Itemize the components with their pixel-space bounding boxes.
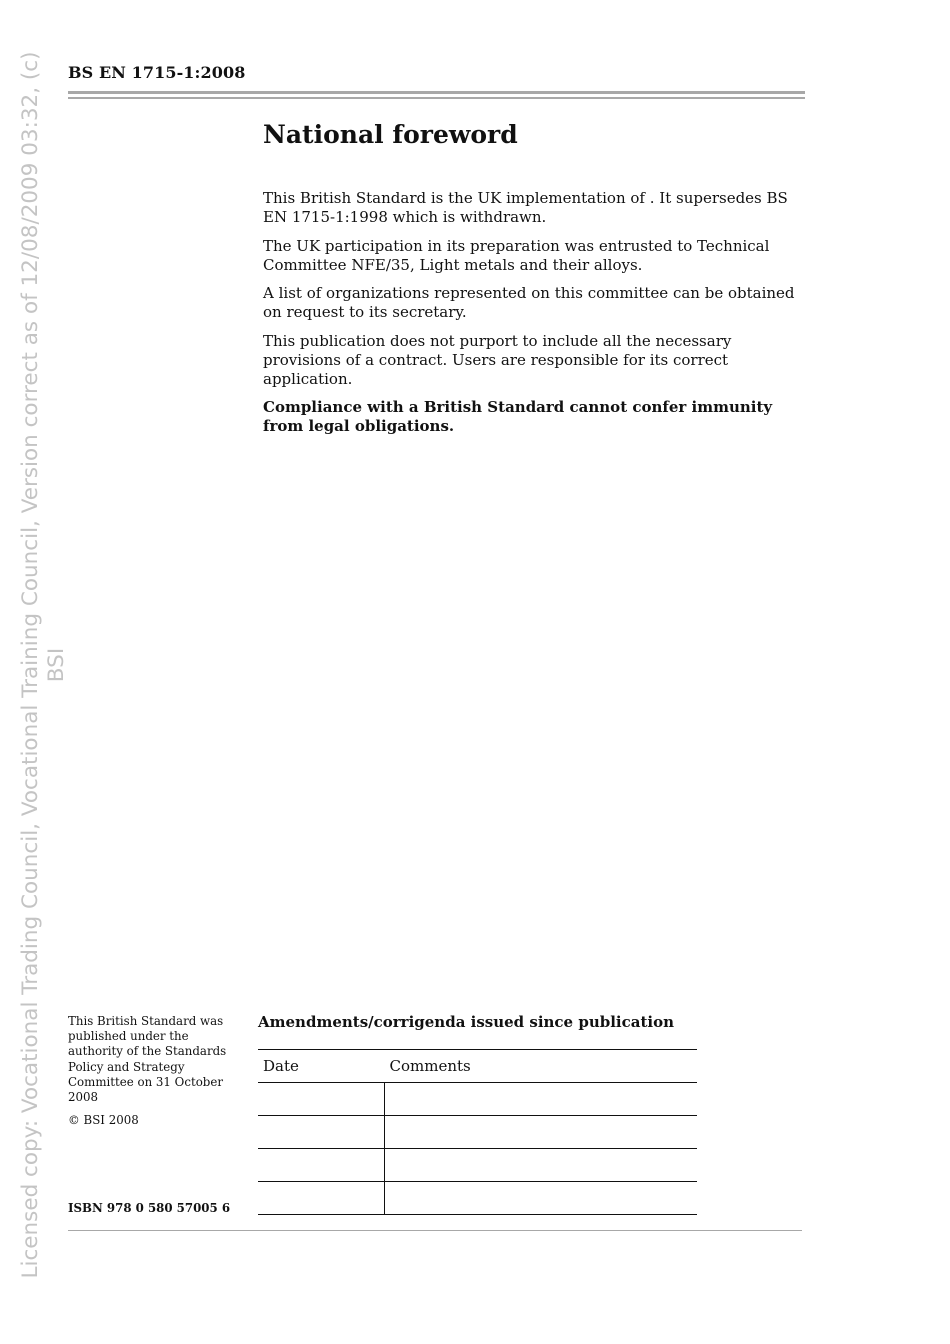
table-header-row [258,1050,697,1083]
document-id: BS EN 1715-1:2008 [68,63,246,82]
watermark-line-2: BSI [44,647,69,683]
paragraph-organizations: A list of organizations represented on this committee can be obtained on request to its secretary. [263,284,795,321]
footer-rule [68,1230,802,1231]
header-rule-thin [68,97,805,99]
isbn: ISBN 978 0 580 57005 6 [68,1201,231,1215]
compliance-note: Compliance with a British Standard cannot confer immunity from legal obligations. [263,398,773,435]
page-title: National foreword [263,120,518,149]
paragraph-provisions: This publication does not purport to include all the necessary provisions of a contract. Users are responsible for its correct application. [263,331,732,388]
comments-cell [385,1182,698,1215]
copyright-notice: © BSI 2008 [68,1113,139,1128]
table-row [258,1083,697,1116]
header-rule-thick [68,91,805,94]
column-header-comments: Comments [385,1050,698,1083]
publication-info [68,1014,238,1136]
table-row [258,1116,697,1149]
date-cell [258,1116,385,1149]
table-row [258,1182,697,1215]
date-cell [258,1083,385,1116]
comments-cell [385,1116,698,1149]
amendments-title: Amendments/corrigenda issued since publication [258,1013,674,1031]
comments-cell [385,1149,698,1182]
paragraph-participation: The UK participation in its preparation was entrusted to Technical Committee NFE/35, Light metals and their alloys. [263,236,770,274]
column-header-date: Date [258,1050,385,1083]
license-watermark [18,0,70,1330]
publication-note: This British Standard was published under the authority of the Standards Policy and Strategy Committee on 31 October 2008 [68,1014,227,1105]
table-row [258,1149,697,1182]
date-cell [258,1182,385,1215]
comments-cell [385,1083,698,1116]
amendments-table [258,1049,697,1215]
foreword-body [263,189,803,446]
paragraph-implementation: This British Standard is the UK implementation of . It supersedes BS EN 1715-1:1998 which is withdrawn. [263,189,788,226]
watermark-line-1: Licensed copy: Vocational Trading Council, Vocational Training Council, Version correct as of 12/08/2009 03:32, (c) [18,51,43,1279]
date-cell [258,1149,385,1182]
